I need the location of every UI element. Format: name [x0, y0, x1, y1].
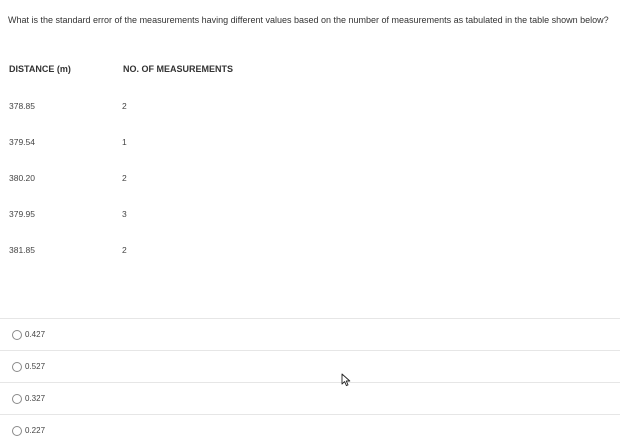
table-cell-distance: 379.95	[9, 209, 35, 219]
answer-option[interactable]	[0, 350, 620, 382]
table-cell-measurements: 3	[122, 209, 127, 219]
question-text: What is the standard error of the measurements having different values based on the number of measurements as tabulated in the table shown below?	[8, 15, 609, 25]
answer-options	[0, 318, 620, 446]
table-cell-distance: 378.85	[9, 101, 35, 111]
radio-button-icon[interactable]	[12, 426, 22, 436]
table-cell-distance: 381.85	[9, 245, 35, 255]
answer-option[interactable]	[0, 318, 620, 350]
answer-option-label: 0.427	[25, 330, 46, 339]
table-header-measurements: NO. OF MEASUREMENTS	[123, 64, 234, 74]
answer-option-label: 0.327	[25, 394, 46, 403]
answer-option[interactable]	[0, 382, 620, 414]
mouse-pointer-icon	[341, 373, 353, 387]
answer-option-label: 0.227	[25, 426, 46, 435]
answer-option[interactable]	[0, 414, 620, 446]
radio-button-icon[interactable]	[12, 330, 22, 340]
table-cell-measurements: 2	[122, 245, 127, 255]
radio-button-icon[interactable]	[12, 362, 22, 372]
table-header-distance: DISTANCE (m)	[9, 64, 71, 74]
radio-button-icon[interactable]	[12, 394, 22, 404]
table-cell-measurements: 2	[122, 101, 127, 111]
answer-option-label: 0.527	[25, 362, 46, 371]
table-cell-distance: 379.54	[9, 137, 35, 147]
table-cell-measurements: 2	[122, 173, 127, 183]
table-cell-distance: 380.20	[9, 173, 35, 183]
table-cell-measurements: 1	[122, 137, 127, 147]
